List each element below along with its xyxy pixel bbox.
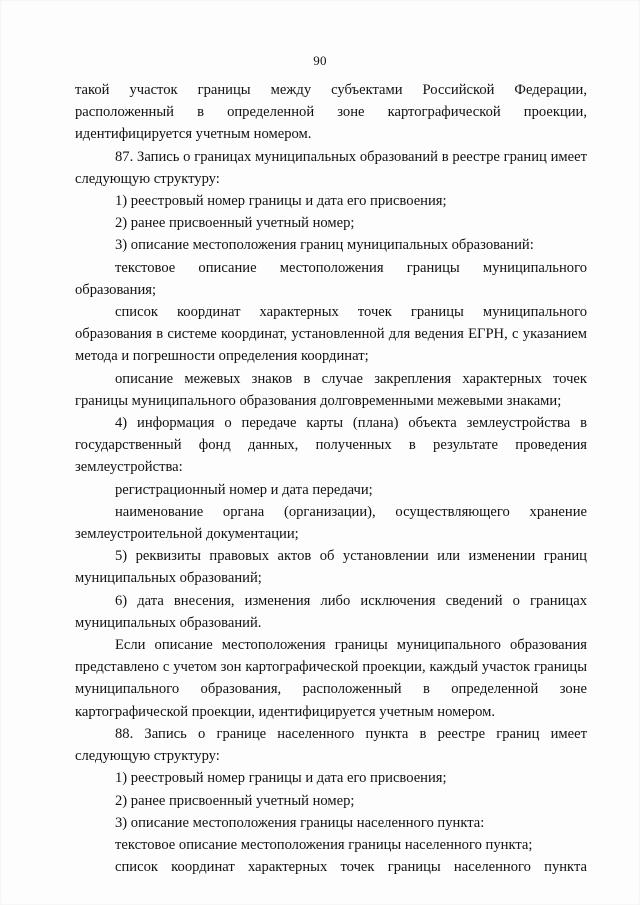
paragraph-continuation: такой участок границы между субъектами Российской Федерации, расположенный в определенной зоне картографической проекции, идентифицируется учетным номером.: [75, 82, 587, 143]
list-subitem-text-description: текстовое описание местоположения границы муниципального образования;: [75, 259, 587, 298]
list-subitem-coordinates: список координат характерных точек границы муниципального образования в системе координат, установленной для ведения ЕГРН, с указанием метода и погрешности определения координат;: [75, 304, 587, 365]
list-subitem-88-coordinates: список координат характерных точек границы населенного пункта: [115, 859, 587, 876]
document-body: [75, 79, 587, 878]
list-item-87-4: 4) информация о передаче карты (плана) объекта землеустройства в государственный фонд данных, полученных в результате проведения землеустройства:: [75, 415, 587, 476]
list-item-88-1: 1) реестровый номер границы и дата его присвоения;: [115, 770, 447, 787]
paragraph-section-88: 88. Запись о границе населенного пункта в реестре границ имеет следующую структуру:: [75, 725, 587, 765]
paragraph-section-87: 87. Запись о границах муниципальных образований в реестре границ имеет следующую структуру:: [75, 148, 587, 187]
list-subitem-88-text-description: текстовое описание местоположения границы населенного пункта;: [115, 836, 533, 853]
list-subitem-boundary-markers: описание межевых знаков в случае закрепления характерных точек границы муниципального образования долговременными межевыми знаками;: [75, 370, 587, 409]
list-item-87-5: 5) реквизиты правовых актов об установлении или изменении границ муниципальных образований;: [75, 548, 587, 587]
list-item-87-3: 3) описание местоположения границ муниципальных образований:: [115, 237, 534, 254]
list-subitem-registration: регистрационный номер и дата передачи;: [115, 481, 373, 498]
list-item-87-2: 2) ранее присвоенный учетный номер;: [115, 215, 355, 232]
list-item-88-2: 2) ранее присвоенный учетный номер;: [115, 792, 355, 809]
page-number: 90: [313, 53, 327, 68]
list-subitem-organization: наименование органа (организации), осуществляющего хранение землеустроительной документации;: [75, 503, 587, 543]
list-item-87-6: 6) дата внесения, изменения либо исключения сведений о границах муниципальных образований.: [75, 592, 587, 631]
paragraph-zones-note: Если описание местоположения границы муниципального образования представлено с учетом зон картографической проекции, каждый участок границы муниципального образования, расположенный в определенной зоне картографической проекции, идентифицируется учетным номером.: [75, 637, 587, 720]
list-item-87-1: 1) реестровый номер границы и дата его присвоения;: [115, 193, 447, 210]
list-item-88-3: 3) описание местоположения границы населенного пункта:: [115, 814, 485, 831]
